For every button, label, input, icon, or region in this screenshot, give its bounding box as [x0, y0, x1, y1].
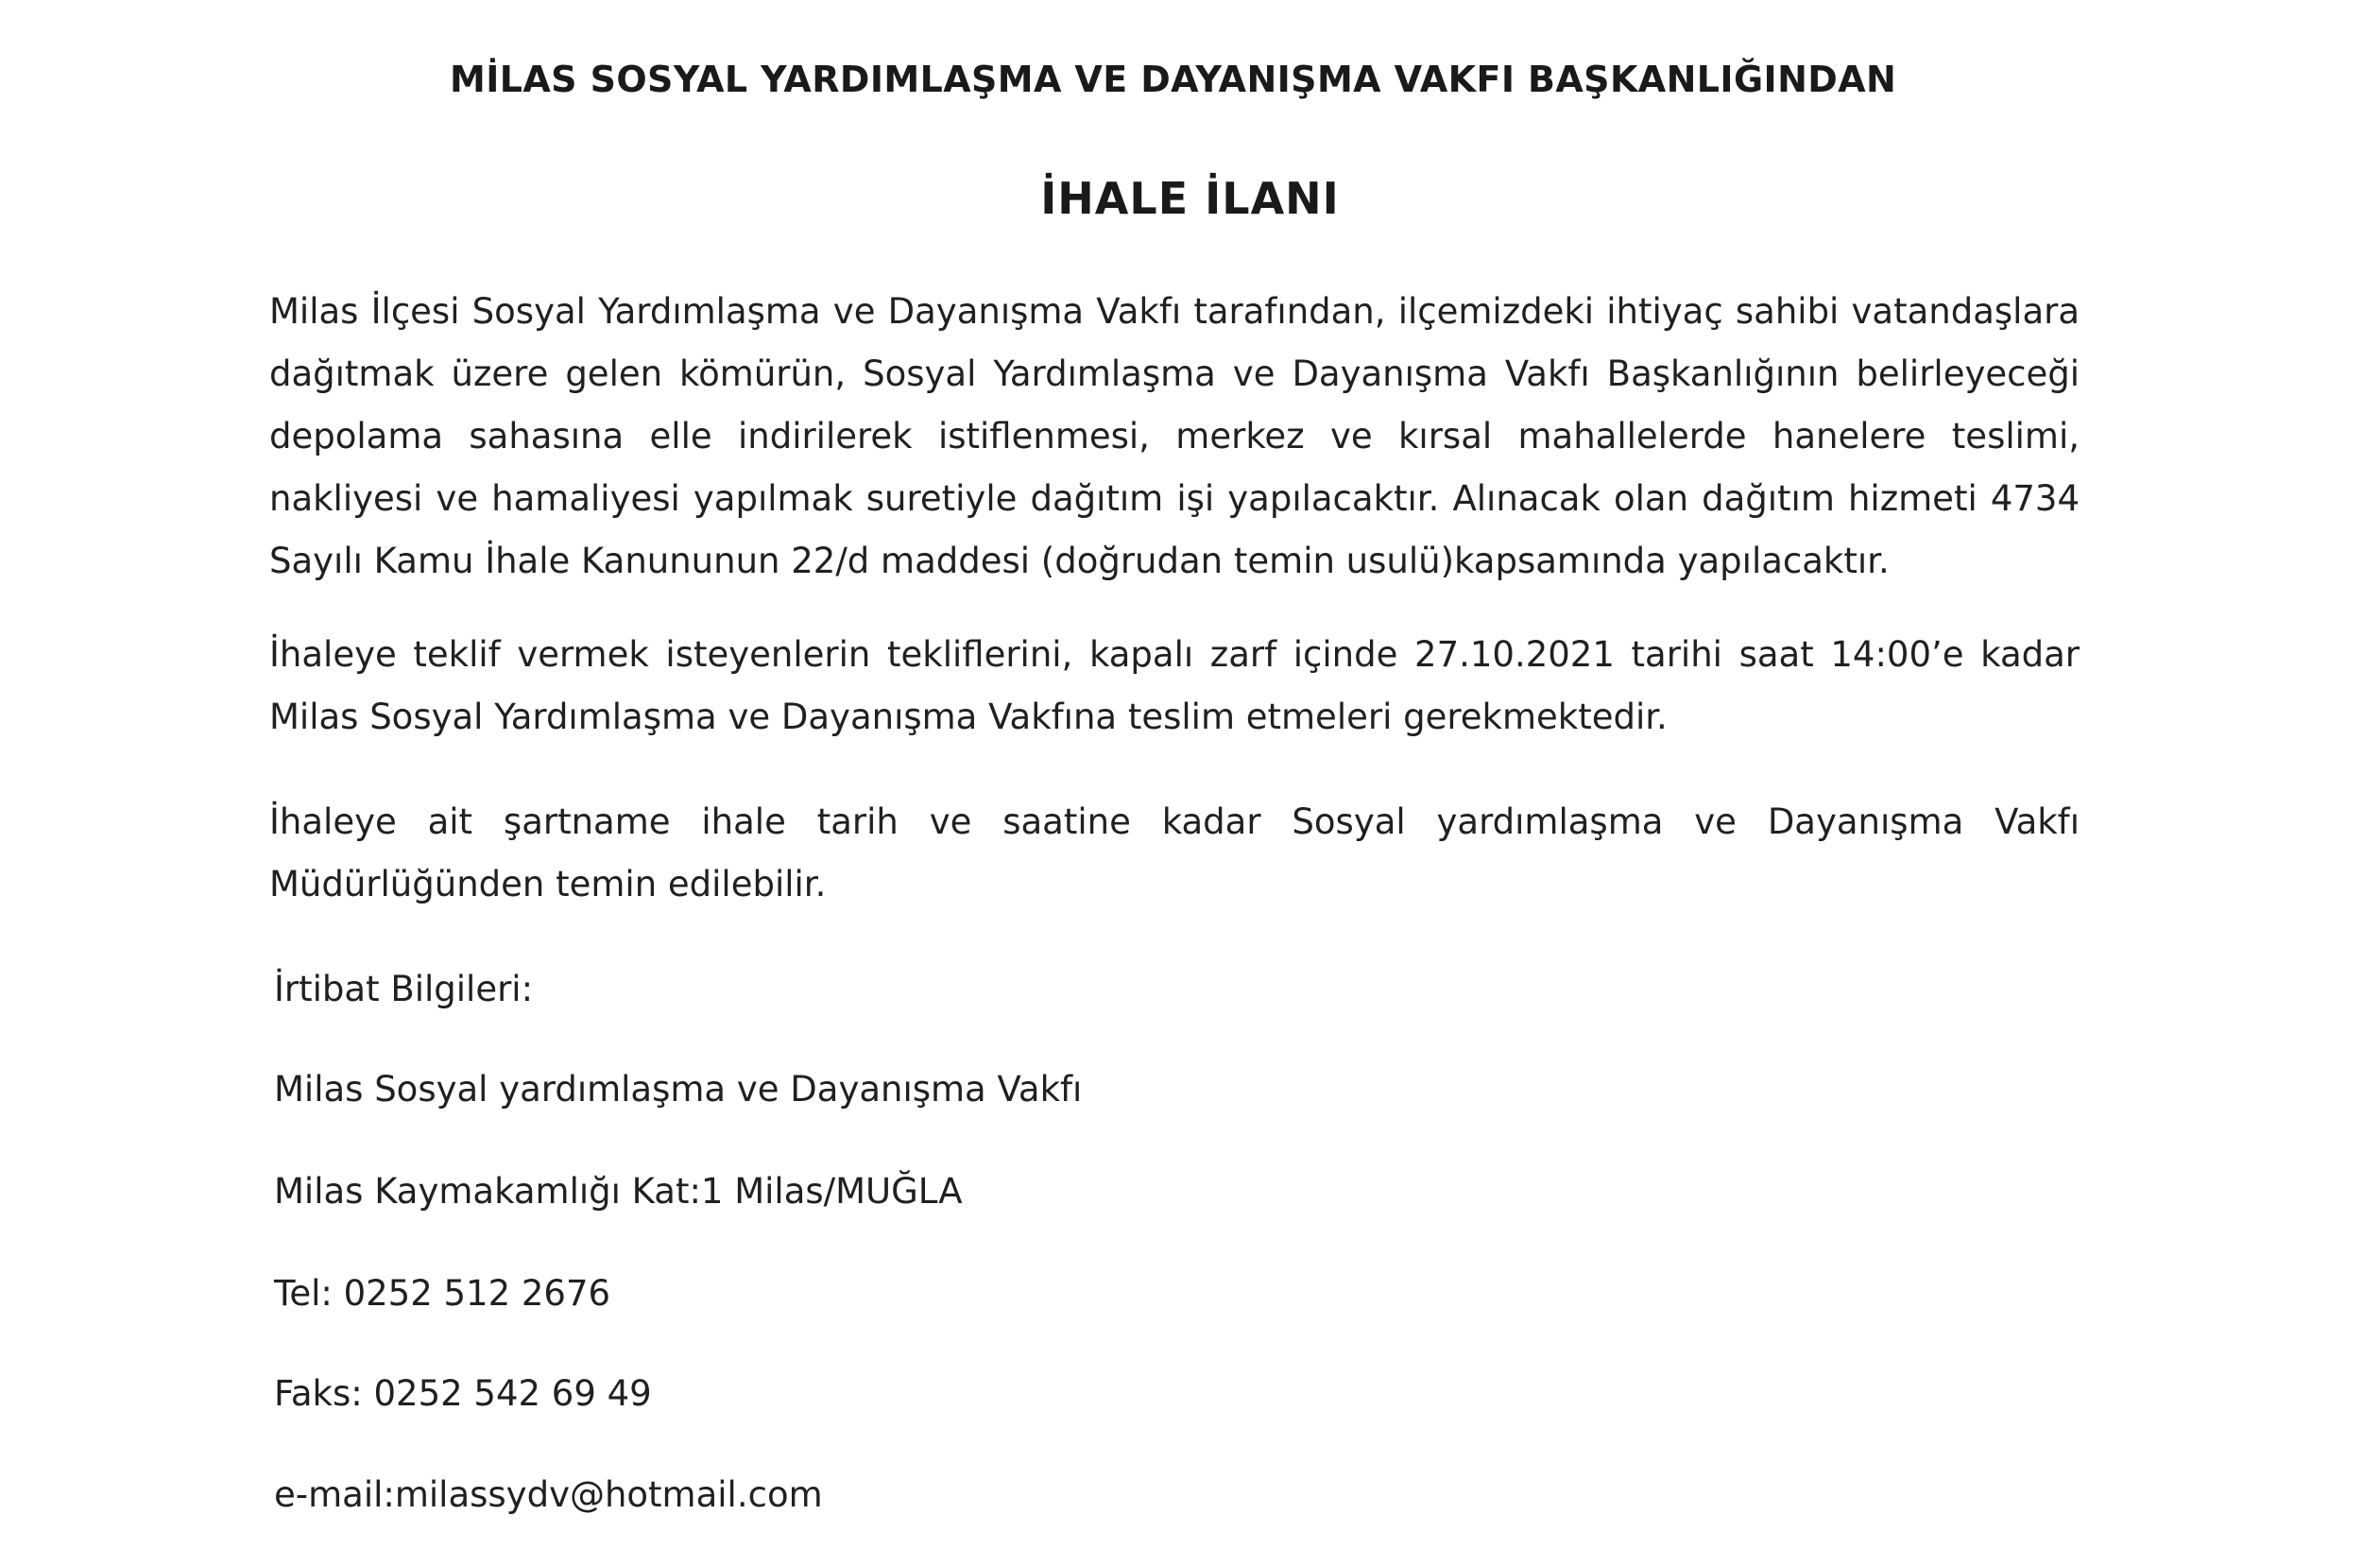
contact-email: e-mail:milassydv@hotmail.com	[274, 1474, 823, 1515]
announcement-paragraph-3: İhaleye ait şartname ihale tarih ve saatine kadar Sosyal yardımlaşma ve Dayanışma Vakfı Müdürlüğünden temin edilebilir.	[269, 801, 2080, 904]
contact-heading: İrtibat Bilgileri:	[274, 969, 534, 1009]
organization-heading: MİLAS SOSYAL YARDIMLAŞMA VE DAYANIŞMA VAKFI BAŞKANLIĞINDAN	[450, 59, 1897, 100]
contact-fax: Faks: 0252 542 69 49	[274, 1373, 652, 1414]
announcement-paragraph-1: Milas İlçesi Sosyal Yardımlaşma ve Dayanışma Vakfı tarafından, ilçemizdeki ihtiyaç sahibi vatandaşlara dağıtmak üzere gelen kömürün, Sosyal Yardımlaşma ve Dayanışma Vakfı Başkanlığının belirleyeceği depolama sahasına elle indirilerek istiflenmesi, merkez ve kırsal mahallelerde hanelere teslimi, nakliyesi ve hamaliyesi yapılmak suretiyle dağıtım işi yapılacaktır. Alınacak olan dağıtım hizmeti 4734 Sayılı Kamu İhale Kanununun 22/d maddesi (doğrudan temin usulü)kapsamında yapılacaktır.	[269, 291, 2080, 581]
contact-organization: Milas Sosyal yardımlaşma ve Dayanışma Vakfı	[274, 1069, 1083, 1110]
document-title: İHALE İLANI	[1040, 173, 1340, 224]
contact-phone: Tel: 0252 512 2676	[274, 1273, 611, 1314]
contact-address: Milas Kaymakamlığı Kat:1 Milas/MUĞLA	[274, 1171, 963, 1212]
announcement-paragraph-2: İhaleye teklif vermek isteyenlerin tekliflerini, kapalı zarf içinde 27.10.2021 tarihi saat 14:00’e kadar Milas Sosyal Yardımlaşma ve Dayanışma Vakfına teslim etmeleri gerekmektedir.	[269, 634, 2080, 737]
